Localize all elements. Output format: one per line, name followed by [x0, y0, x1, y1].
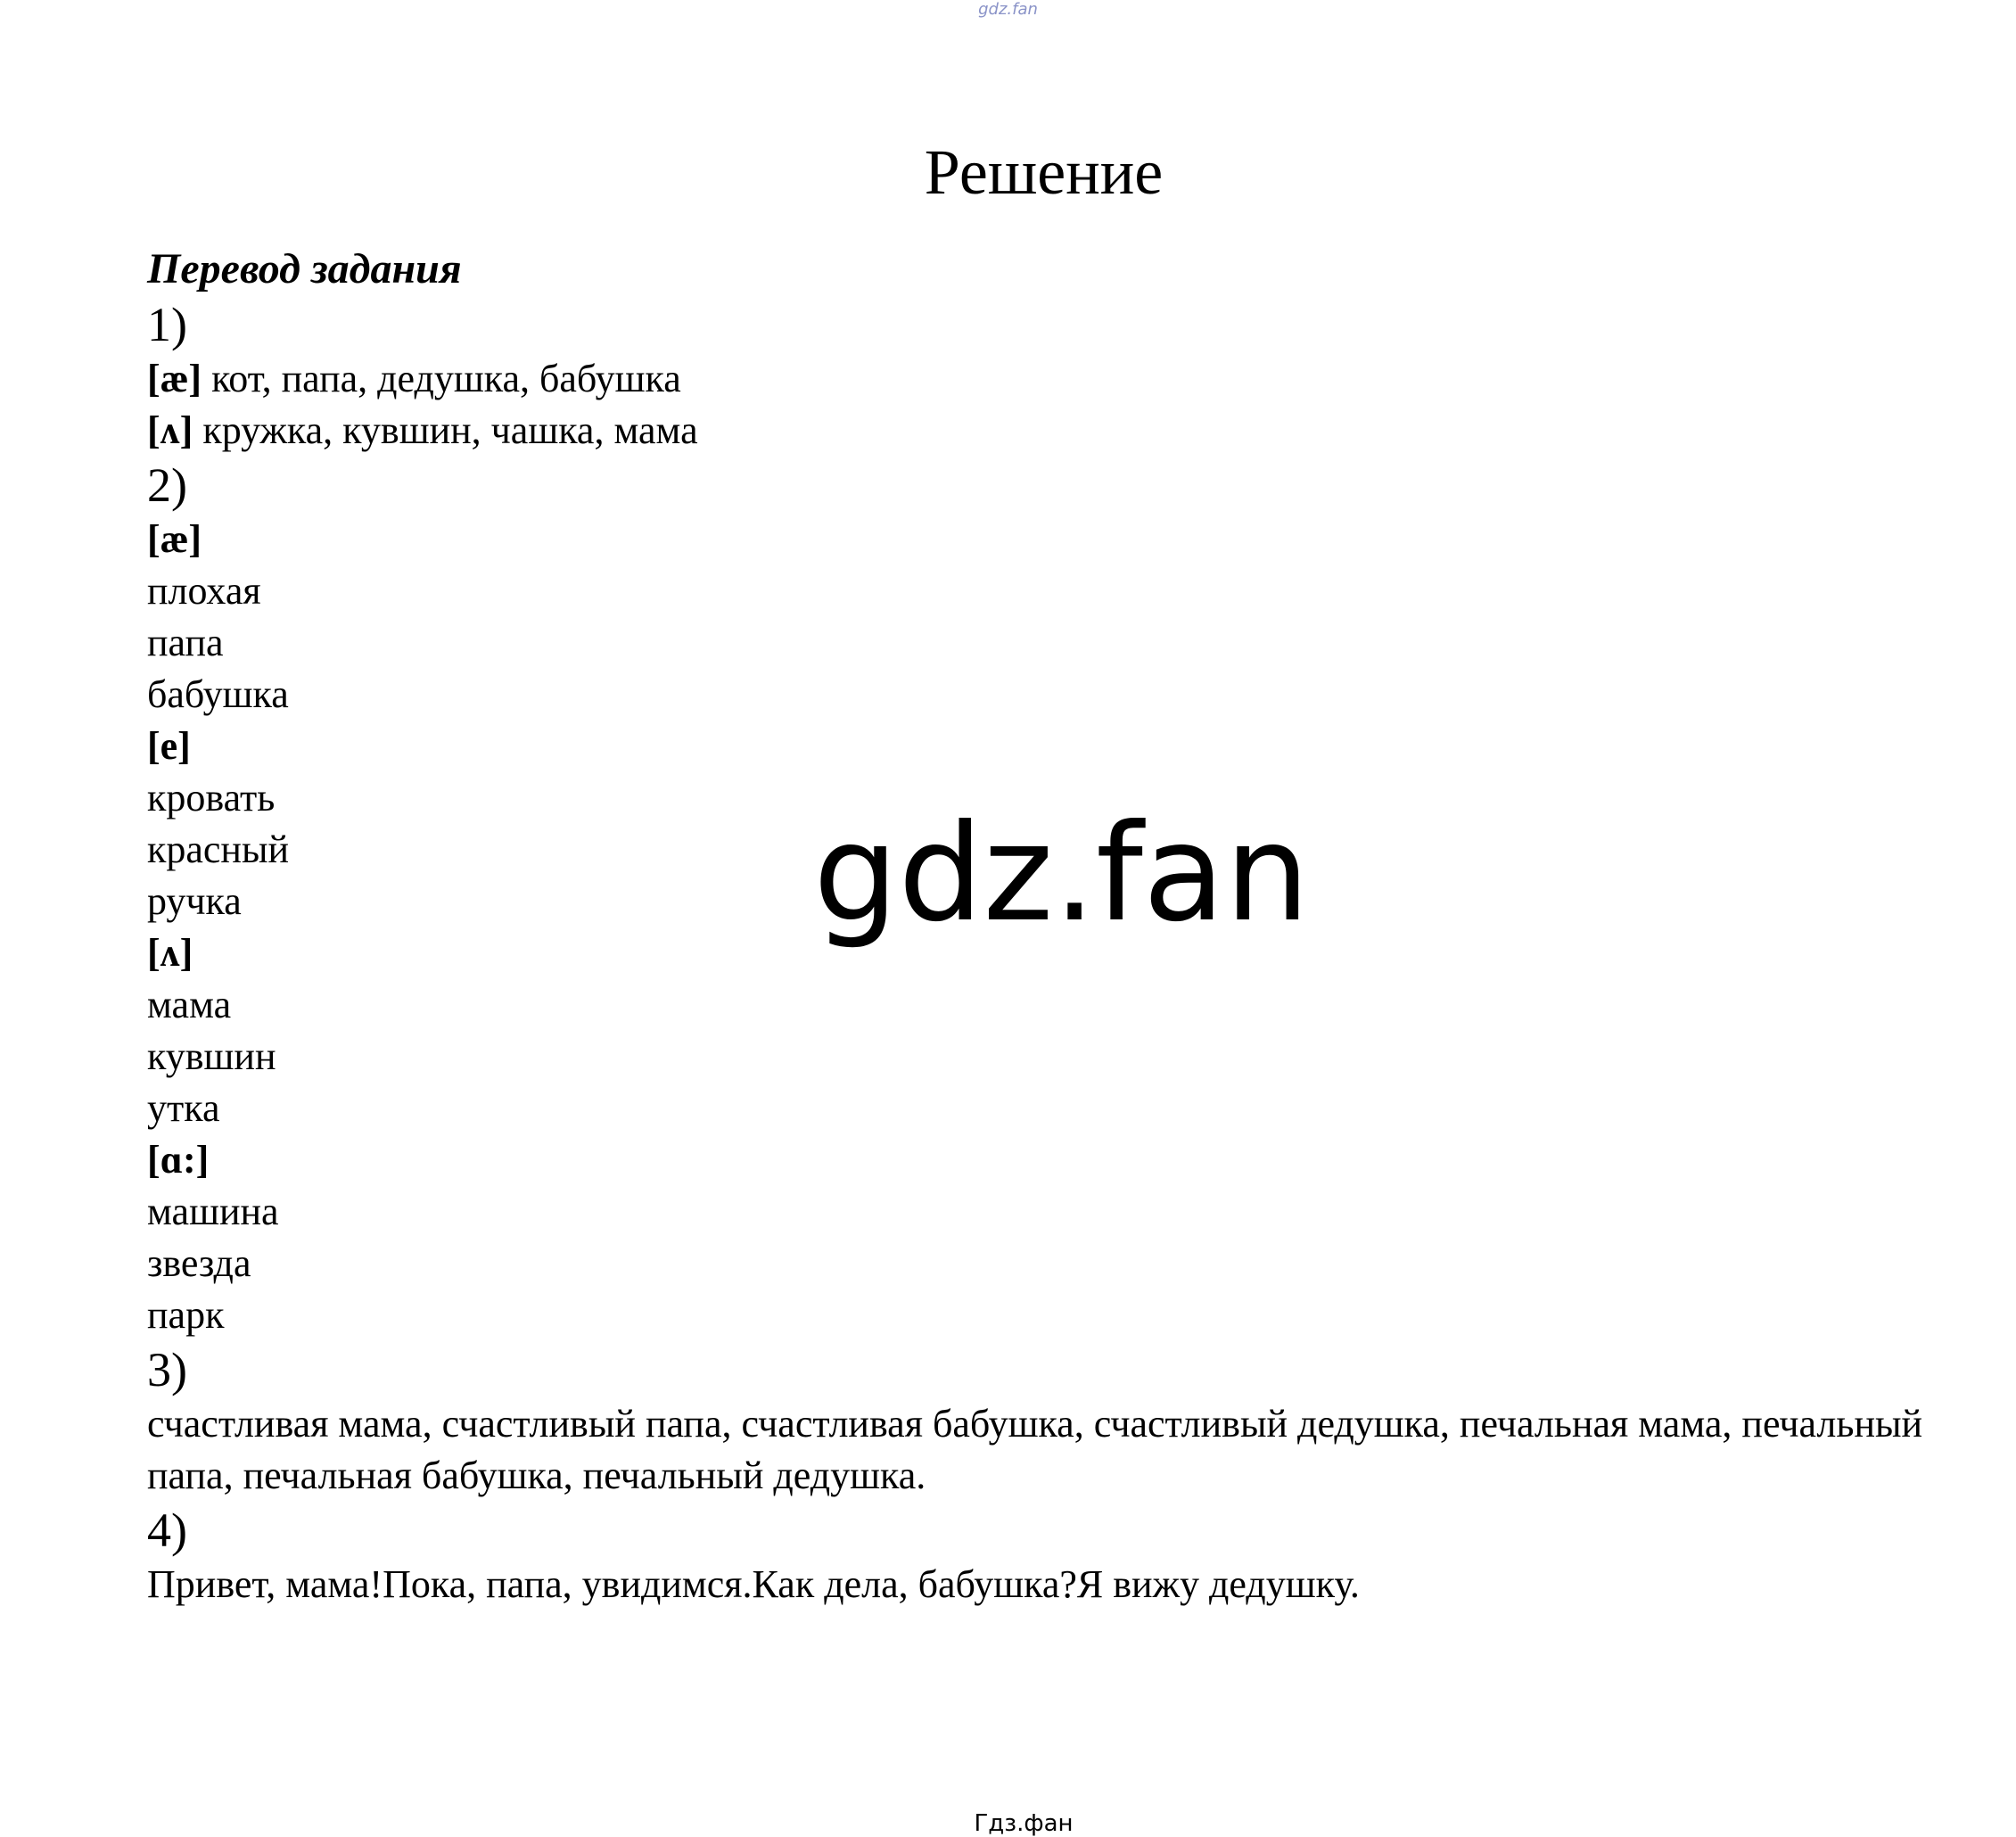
section-4-number: 4) [147, 1503, 187, 1557]
word: утка [147, 1086, 220, 1130]
word: папа [147, 621, 224, 664]
word-list: кружка, кувшин, чашка, мама [193, 408, 698, 452]
word-list: кот, папа, дедушка, бабушка [202, 357, 681, 400]
word: плохая [147, 569, 261, 613]
word: ручка [147, 879, 242, 923]
section-1-row [147, 353, 1963, 405]
footer-text: Гдз.фан [974, 1810, 1074, 1837]
section-1-number: 1) [147, 298, 187, 351]
section-1-row [147, 405, 1963, 457]
page-title: Решение [924, 136, 1164, 208]
word: кровать [147, 776, 276, 820]
word: мама [147, 983, 232, 1026]
word: кувшин [147, 1034, 276, 1078]
word: парк [147, 1293, 225, 1337]
word: красный [147, 828, 290, 871]
ipa-symbol: [æ] [147, 357, 202, 400]
section-3-number: 3) [147, 1343, 187, 1396]
ipa-heading: [æ] [147, 517, 202, 561]
word: звезда [147, 1241, 251, 1285]
section-4-text: Привет, мама!Пока, папа, увидимся.Как дела, бабушка?Я вижу дедушку. [147, 1562, 1360, 1606]
word: бабушка [147, 672, 289, 716]
ipa-symbol: [ʌ] [147, 408, 193, 452]
header-watermark: gdz.fan [978, 0, 1038, 19]
ipa-heading: [ʌ] [147, 931, 193, 975]
ipa-heading: [e] [147, 724, 191, 768]
section-2-number: 2) [147, 458, 187, 512]
ipa-heading: [ɑ:] [147, 1138, 210, 1182]
subtitle: Перевод задания [147, 245, 462, 292]
word: машина [147, 1190, 279, 1233]
center-watermark: gdz.fan [813, 796, 1310, 951]
section-3-text: счастливая мама, счастливый папа, счастливая бабушка, счастливый дедушка, печальная мама, печальный папа, печальная бабушка, печальный дедушка. [147, 1402, 1923, 1497]
